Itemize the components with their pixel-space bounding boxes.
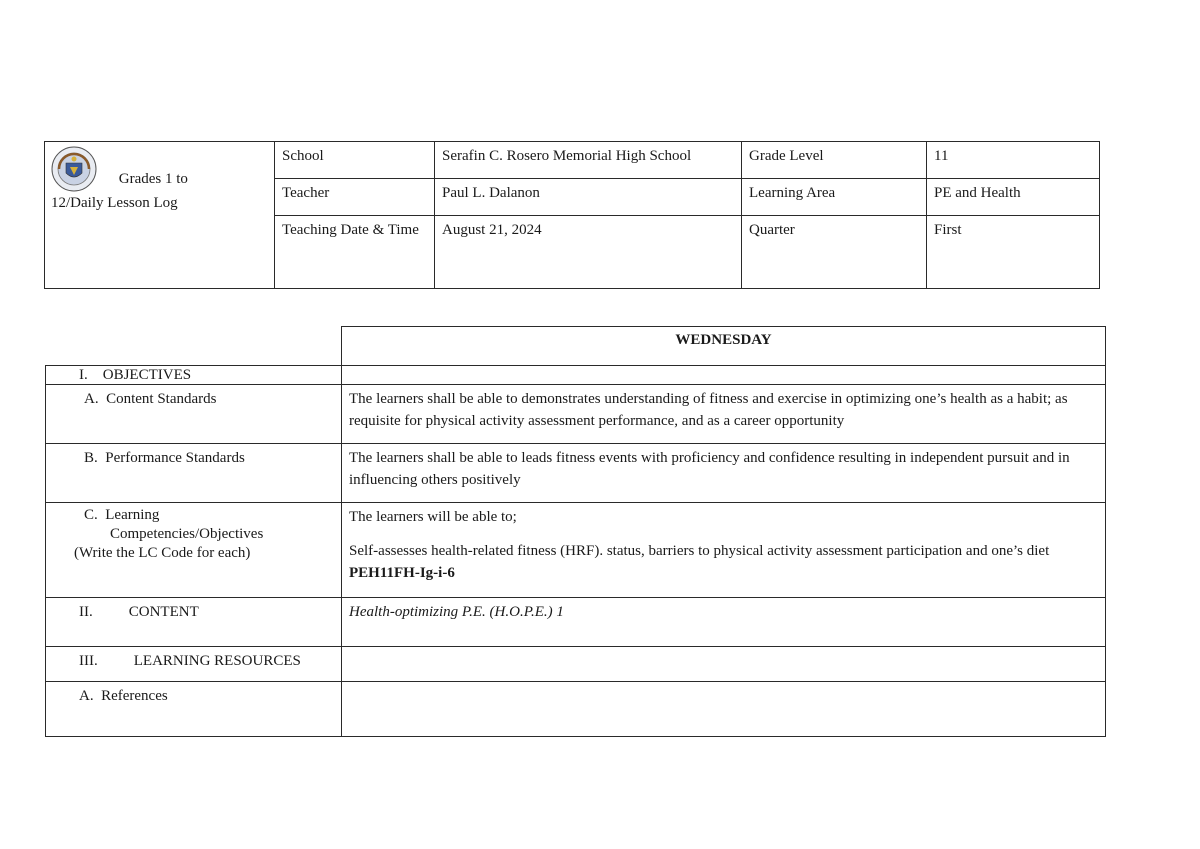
- content-standards-label: Content Standards: [106, 391, 217, 407]
- competencies-heading: [46, 503, 342, 598]
- lesson-table: [45, 326, 1106, 737]
- deped-seal-icon: [51, 146, 97, 192]
- learning-resources-value-cell: [342, 647, 1106, 682]
- competencies-cell: [342, 503, 1106, 598]
- learning-area-value: PE and Health: [927, 179, 1100, 216]
- school-label: School: [275, 142, 435, 179]
- content-heading: [46, 598, 342, 647]
- school-value: Serafin C. Rosero Memorial High School: [435, 142, 742, 179]
- grade-level-label: Grade Level: [742, 142, 927, 179]
- content-text: Health-optimizing P.E. (H.O.P.E.) 1: [342, 598, 1106, 647]
- objectives-label: OBJECTIVES: [102, 367, 192, 383]
- performance-standards-heading: [46, 444, 342, 503]
- performance-standards-label: Performance Standards: [105, 450, 245, 466]
- content-standards-heading: [46, 385, 342, 444]
- objectives-heading: [46, 366, 342, 385]
- quarter-label: Quarter: [742, 216, 927, 289]
- grade-level-value: 11: [927, 142, 1100, 179]
- quarter-value: First: [927, 216, 1100, 289]
- content-standards-letter: A.: [84, 391, 99, 407]
- competencies-label1: Learning: [105, 507, 160, 523]
- content-label: CONTENT: [128, 604, 199, 620]
- logo-caption-line1: Grades 1 to: [118, 171, 188, 187]
- date-time-label: Teaching Date & Time: [275, 216, 435, 289]
- logo-caption-line2: 12/Daily Lesson Log: [51, 195, 178, 211]
- teacher-value: Paul L. Dalanon: [435, 179, 742, 216]
- references-letter: A.: [79, 688, 94, 704]
- teacher-label: Teacher: [275, 179, 435, 216]
- objectives-value-cell: [342, 366, 1106, 385]
- objectives-num: I.: [79, 367, 88, 383]
- references-label: References: [101, 688, 168, 704]
- performance-standards-text: The learners shall be able to leads fitness events with proficiency and confidence resulting in independent pursuit and in influencing others positively: [342, 444, 1106, 503]
- competencies-letter: C.: [84, 507, 98, 523]
- logo-cell: [45, 142, 275, 289]
- lc-code: PEH11FH-Ig-i-6: [349, 565, 455, 581]
- learning-resources-num: III.: [79, 653, 98, 669]
- learning-resources-label: LEARNING RESOURCES: [133, 653, 301, 669]
- content-standards-text: The learners shall be able to demonstrates understanding of fitness and exercise in optimizing one’s health as a habit; as requisite for physical activity assessment performance, and as a career opportunity: [342, 385, 1106, 444]
- header-table: [44, 141, 1100, 289]
- content-num: II.: [79, 604, 93, 620]
- learning-resources-heading: [46, 647, 342, 682]
- competencies-intro: The learners will be able to;: [349, 509, 517, 525]
- competencies-paragraph: [349, 540, 1098, 584]
- references-heading: [46, 682, 342, 737]
- references-value-cell: [342, 682, 1106, 737]
- competencies-text: Self-assesses health-related fitness (HRF). status, barriers to physical activity assessment participation and one’s diet: [349, 543, 1050, 559]
- performance-standards-letter: B.: [84, 450, 98, 466]
- competencies-label3: (Write the LC Code for each): [74, 545, 251, 561]
- learning-area-label: Learning Area: [742, 179, 927, 216]
- date-time-value: August 21, 2024: [435, 216, 742, 289]
- competencies-label2: Competencies/Objectives: [110, 526, 264, 542]
- blank-corner-cell: [46, 327, 342, 366]
- day-header: WEDNESDAY: [342, 327, 1106, 366]
